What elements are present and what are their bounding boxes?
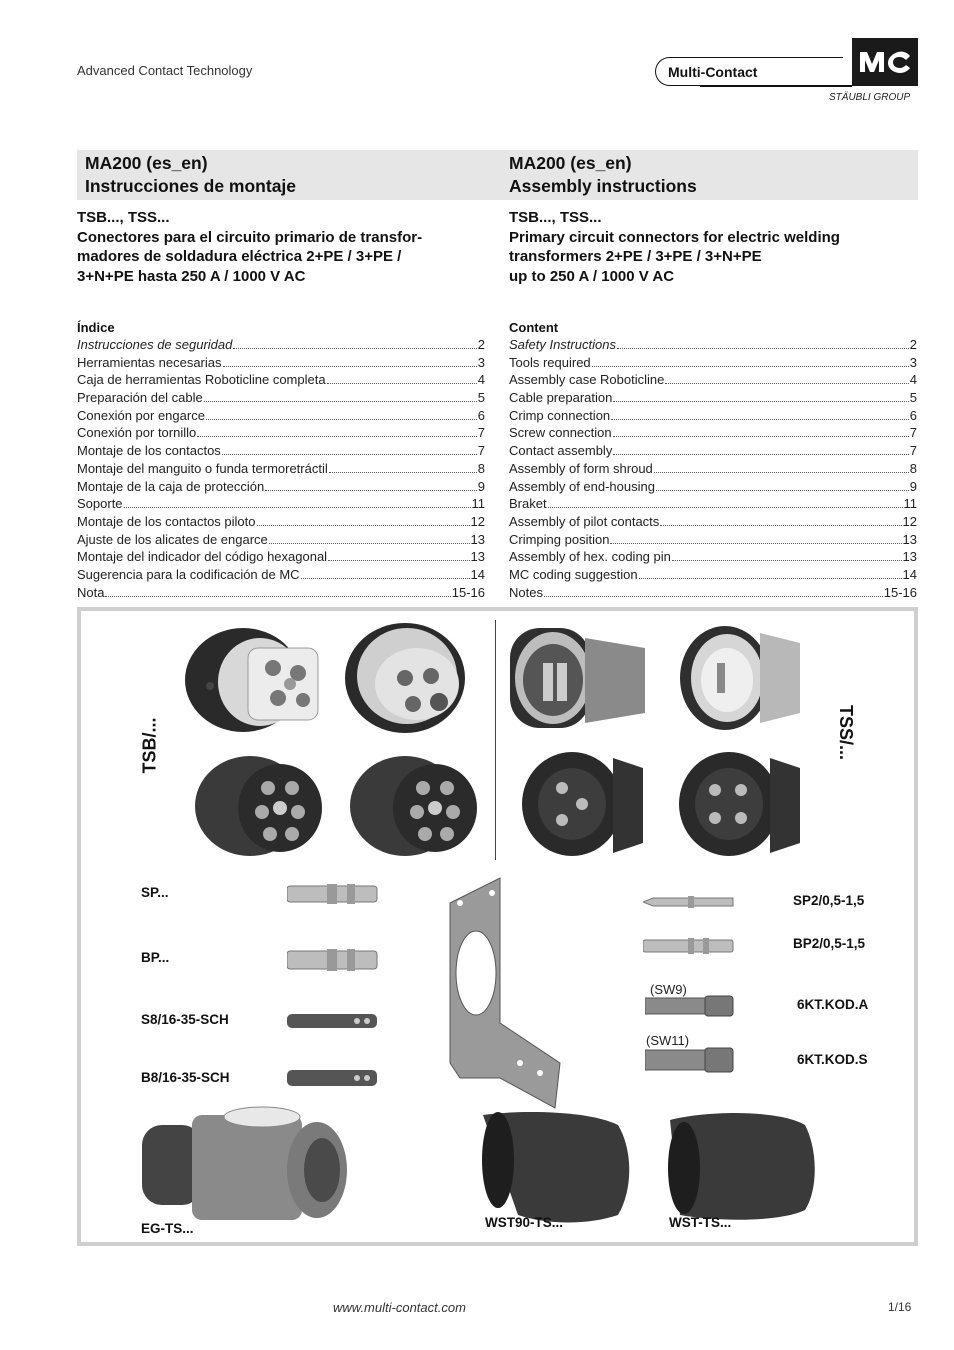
toc-entry[interactable]: [77, 514, 485, 532]
toc-en-heading: Content: [509, 320, 559, 335]
toc-entry[interactable]: [509, 372, 917, 390]
toc-entry-title: Safety Instructions: [509, 337, 616, 352]
toc-entry-title: Montaje del indicador del código hexagonal: [77, 549, 328, 565]
toc-entry-page: 3: [909, 354, 917, 370]
toc-entry-page: 7: [909, 443, 917, 459]
label-sp: SP...: [141, 885, 169, 900]
sp2-contact-photo: [643, 893, 738, 911]
label-sw9: (SW9): [650, 982, 687, 997]
toc-entry-title: Conexión por tornillo: [77, 425, 197, 441]
label-bp: BP...: [141, 950, 170, 965]
shroud-straight-photo: [660, 1110, 820, 1225]
toc-entry-page: 5: [477, 390, 485, 406]
toc-entry[interactable]: [77, 355, 485, 373]
subtitle-es-line: madores de soldadura eléctrica 2+PE / 3+PE /: [77, 248, 402, 265]
toc-entry[interactable]: [509, 390, 917, 408]
end-housing-photo: [142, 1105, 357, 1225]
toc-entry-page: 15-16: [451, 584, 485, 600]
toc-leader-dots: [204, 401, 477, 402]
toc-leader-dots: [592, 366, 909, 367]
toc-entry[interactable]: [77, 461, 485, 479]
toc-leader-dots: [665, 383, 908, 384]
toc-leader-dots: [223, 366, 477, 367]
toc-entry[interactable]: [77, 532, 485, 550]
subtitle-en-line: up to 250 A / 1000 V AC: [509, 267, 675, 285]
label-eg-ts: EG-TS...: [141, 1221, 194, 1236]
toc-entry[interactable]: [77, 443, 485, 461]
bracket-photo: [440, 873, 570, 1118]
toc-entry[interactable]: [77, 479, 485, 497]
tsb-connector-photo: [335, 618, 470, 736]
toc-entry-title: Montaje de los contactos piloto: [77, 513, 256, 529]
toc-entry[interactable]: [77, 585, 485, 603]
title-en: [509, 152, 697, 198]
title-es-code: MA200 (es_en): [85, 153, 208, 173]
toc-entry-title: Notes: [509, 584, 543, 600]
toc-entry-page: 9: [477, 478, 485, 494]
toc-entry[interactable]: [509, 355, 917, 373]
toc-entry-page: 8: [477, 460, 485, 476]
toc-entry-title: Contact assembly: [509, 443, 613, 459]
toc-entry-page: 12: [470, 513, 485, 529]
toc-entry-page: 7: [477, 425, 485, 441]
toc-entry[interactable]: [77, 390, 485, 408]
toc-leader-dots: [613, 436, 909, 437]
toc-entry-page: 13: [470, 549, 485, 565]
toc-entry-page: 4: [477, 372, 485, 388]
toc-entry-page: 2: [909, 337, 917, 352]
toc-entry-page: 13: [470, 531, 485, 547]
figure-divider: [495, 620, 496, 860]
toc-leader-dots: [611, 419, 909, 420]
toc-entry-page: 8: [909, 460, 917, 476]
toc-leader-dots: [222, 454, 477, 455]
toc-en: [509, 320, 917, 602]
toc-entry-page: 11: [903, 496, 917, 512]
label-tss: TSS/...: [836, 704, 857, 761]
subtitle-en-line: Primary circuit connectors for electric welding: [509, 228, 840, 246]
label-sp2: SP2/0,5-1,5: [793, 893, 865, 908]
toc-leader-dots: [206, 419, 477, 420]
toc-leader-dots: [613, 454, 908, 455]
toc-entry-page: 3: [477, 354, 485, 370]
tss-connector-photo: [675, 618, 805, 736]
label-sw11: (SW11): [646, 1033, 690, 1048]
subtitle-es-line: Conectores para el circuito primario de transfor-: [77, 228, 423, 246]
toc-entry-page: 6: [909, 407, 917, 423]
tss-connector-photo: [518, 748, 646, 860]
tagline: Advanced Contact Technology: [77, 63, 253, 78]
toc-leader-dots: [269, 543, 470, 544]
subtitle-en-line: transformers 2+PE / 3+PE / 3+N+PE: [509, 248, 762, 265]
toc-leader-dots: [301, 578, 470, 579]
toc-entry-page: 5: [909, 390, 917, 406]
toc-entry[interactable]: [77, 549, 485, 567]
toc-entry[interactable]: [77, 337, 485, 355]
toc-entry[interactable]: [509, 479, 917, 497]
toc-es-heading: Índice: [77, 320, 115, 335]
toc-entry-page: 7: [909, 425, 917, 441]
toc-entry[interactable]: [509, 514, 917, 532]
toc-leader-dots: [105, 596, 450, 597]
toc-leader-dots: [660, 525, 901, 526]
shroud-90-photo: [478, 1110, 638, 1225]
toc-entry[interactable]: [509, 408, 917, 426]
toc-entry-page: 9: [909, 478, 917, 494]
mc-logo-mark: [852, 38, 918, 86]
toc-entry[interactable]: [509, 443, 917, 461]
title-en-name: Assembly instructions: [509, 176, 697, 196]
toc-entry-title: Braket: [509, 496, 547, 512]
toc-entry-title: Cable preparation: [509, 390, 613, 406]
toc-leader-dots: [197, 436, 477, 437]
toc-entry-page: 11: [471, 496, 485, 512]
toc-entry-title: Crimp connection: [509, 407, 611, 423]
subtitle-es-line: TSB..., TSS...: [77, 209, 170, 226]
toc-entry-page: 13: [902, 531, 917, 547]
toc-entry-title: Assembly case Roboticline: [509, 372, 665, 388]
mc-logo: [852, 38, 918, 86]
brand-name: Multi-Contact: [668, 64, 758, 80]
toc-leader-dots: [328, 560, 469, 561]
label-kod-s: 6KT.KOD.S: [797, 1052, 868, 1067]
toc-entry-title: Sugerencia para la codificación de MC: [77, 566, 300, 582]
toc-entry-title: Assembly of end-housing: [509, 478, 655, 494]
s8-contact-photo: [287, 1010, 382, 1032]
toc-leader-dots: [617, 348, 909, 349]
toc-entry-title: Ajuste de los alicates de engarce: [77, 531, 268, 547]
toc-entry-page: 12: [902, 513, 917, 529]
toc-entry-title: MC coding suggestion: [509, 566, 638, 582]
subtitle-en: [509, 208, 919, 286]
toc-entry-title: Assembly of pilot contacts: [509, 513, 660, 529]
toc-entry-page: 2: [477, 337, 485, 352]
toc-entry-title: Screw connection: [509, 425, 612, 441]
toc-entry-title: Assembly of form shroud: [509, 460, 653, 476]
toc-leader-dots: [265, 490, 477, 491]
label-bp2: BP2/0,5-1,5: [793, 936, 866, 951]
toc-entry[interactable]: [509, 567, 917, 585]
toc-entry[interactable]: [77, 372, 485, 390]
toc-es: [77, 320, 485, 602]
toc-entry-title: Montaje de los contactos: [77, 443, 221, 459]
label-wst90: WST90-TS...: [485, 1215, 564, 1230]
toc-leader-dots: [672, 560, 902, 561]
toc-leader-dots: [639, 578, 902, 579]
bp2-contact-photo: [643, 936, 738, 956]
tsb-connector-photo: [345, 748, 485, 860]
toc-entry-page: 14: [470, 566, 485, 582]
staubli-group: STÄUBLI GROUP: [829, 92, 911, 103]
label-kod-a: 6KT.KOD.A: [797, 997, 869, 1012]
toc-entry-title: Montaje de la caja de protección: [77, 478, 265, 494]
subtitle-en-line: TSB..., TSS...: [509, 209, 602, 226]
hex-pin-a-photo: [645, 995, 737, 1017]
subtitle-es: [77, 208, 487, 286]
toc-entry[interactable]: [509, 585, 917, 603]
toc-entry-title: Soporte: [77, 496, 123, 512]
toc-entry[interactable]: [77, 408, 485, 426]
toc-entry-title: Tools required: [509, 354, 591, 370]
toc-entry-page: 6: [477, 407, 485, 423]
tsb-connector-photo: [178, 618, 328, 736]
toc-entry-page: 7: [477, 443, 485, 459]
page-number: 1/16: [888, 1300, 912, 1314]
toc-entry-title: Crimping position: [509, 531, 610, 547]
toc-entry-page: 13: [902, 549, 917, 565]
toc-leader-dots: [654, 472, 909, 473]
label-b8: B8/16-35-SCH: [141, 1070, 230, 1085]
toc-entry[interactable]: [509, 337, 917, 355]
toc-leader-dots: [124, 507, 471, 508]
label-s8: S8/16-35-SCH: [141, 1012, 229, 1027]
bp-contact-photo: [287, 945, 382, 975]
label-wst: WST-TS...: [669, 1215, 732, 1230]
toc-entry-title: Caja de herramientas Roboticline completa: [77, 372, 326, 388]
toc-leader-dots: [544, 596, 883, 597]
toc-entry-title: Montaje del manguito o funda termoretráctil: [77, 460, 328, 476]
toc-entry[interactable]: [509, 461, 917, 479]
toc-entry[interactable]: [509, 496, 917, 514]
toc-entry-title: Assembly of hex. coding pin: [509, 549, 671, 565]
toc-entry-title: Nota: [77, 584, 105, 600]
title-es: [85, 152, 296, 198]
toc-entry[interactable]: [509, 425, 917, 443]
toc-entry[interactable]: [509, 549, 917, 567]
toc-leader-dots: [656, 490, 909, 491]
title-en-code: MA200 (es_en): [509, 153, 632, 173]
toc-entry[interactable]: [77, 496, 485, 514]
toc-entry[interactable]: [77, 425, 485, 443]
toc-entry[interactable]: [509, 532, 917, 550]
toc-entry-title: Conexión por engarce: [77, 407, 205, 423]
tss-connector-photo: [505, 618, 655, 736]
toc-leader-dots: [613, 401, 908, 402]
hex-pin-s-photo: [645, 1047, 737, 1073]
toc-entry-page: 15-16: [883, 584, 917, 600]
toc-entry-title: Instrucciones de seguridad: [77, 337, 233, 352]
toc-entry-title: Herramientas necesarias: [77, 354, 222, 370]
toc-entry-page: 4: [909, 372, 917, 388]
toc-entry-title: Preparación del cable: [77, 390, 203, 406]
b8-contact-photo: [287, 1066, 382, 1090]
toc-entry-page: 14: [902, 566, 917, 582]
footer-url[interactable]: www.multi-contact.com: [333, 1300, 466, 1315]
brand-badge: [655, 57, 843, 86]
title-es-name: Instrucciones de montaje: [85, 176, 297, 196]
sp-contact-photo: [287, 880, 382, 908]
tss-connector-photo: [675, 748, 803, 860]
tsb-connector-photo: [190, 748, 330, 860]
toc-leader-dots: [610, 543, 901, 544]
toc-leader-dots: [329, 472, 477, 473]
subtitle-es-line: 3+N+PE hasta 250 A / 1000 V AC: [77, 267, 306, 285]
toc-entry[interactable]: [77, 567, 485, 585]
label-tsb: TSB/...: [139, 717, 160, 774]
toc-leader-dots: [548, 507, 903, 508]
toc-leader-dots: [233, 348, 476, 349]
brand-underline: [700, 85, 852, 87]
toc-leader-dots: [327, 383, 477, 384]
toc-leader-dots: [257, 525, 470, 526]
